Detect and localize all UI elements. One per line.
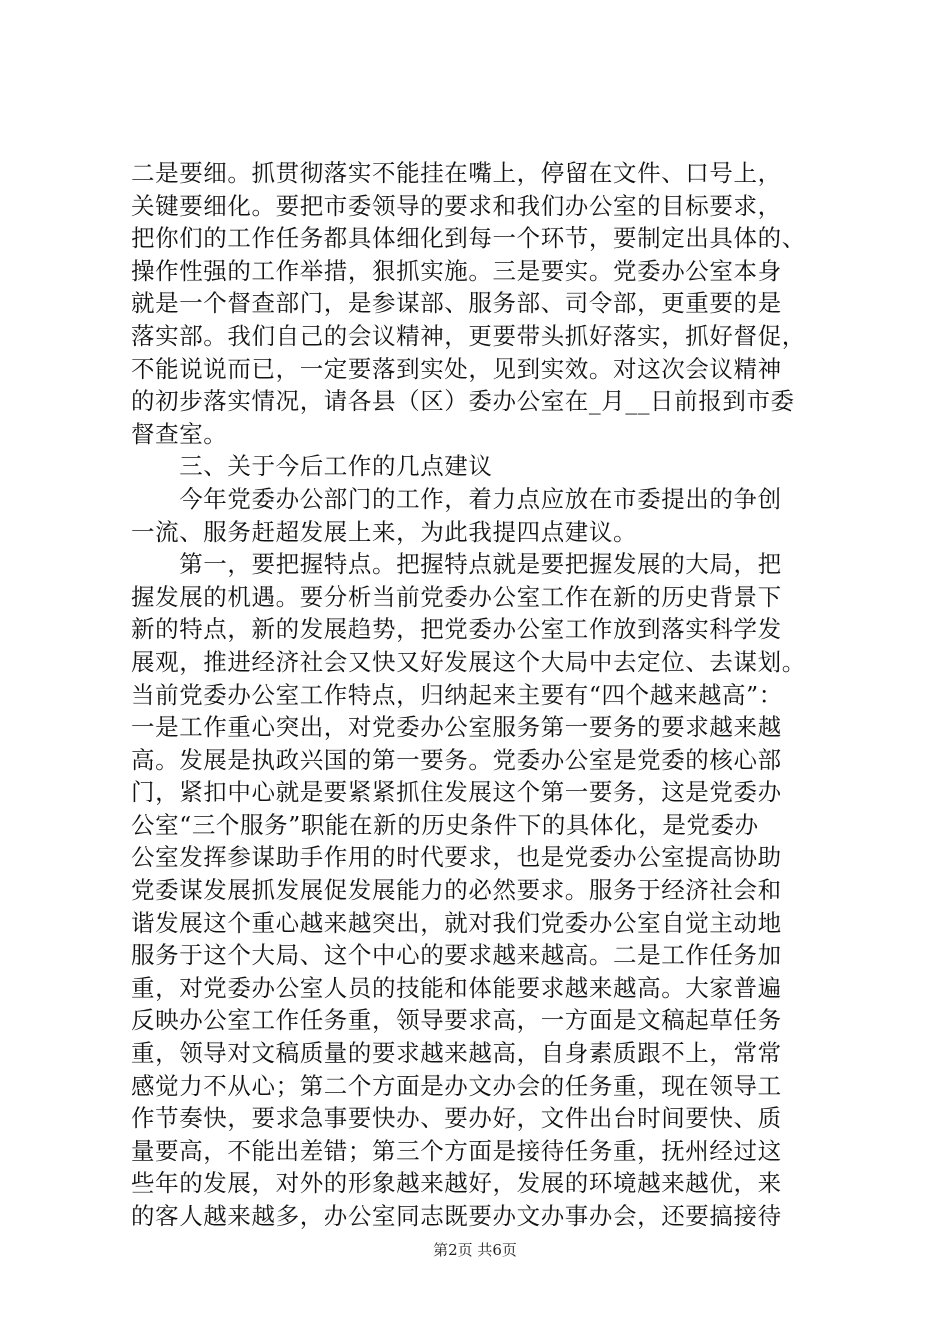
text-line: 今年党委办公部门的工作，着力点应放在市委提出的争创 <box>131 484 782 513</box>
text-line: 公室发挥参谋助手作用的时代要求，也是党委办公室提高协助 <box>131 843 782 872</box>
text-line: 督查室。 <box>131 419 228 448</box>
text-line: 把你们的工作任务都具体细化到每一个环节，要制定出具体的、 <box>131 224 806 253</box>
text-line: 公室“三个服务”职能在新的历史条件下的具体化，是党委办 <box>131 810 759 839</box>
text-line: 一是工作重心突出，对党委办公室服务第一要务的要求越来越 <box>131 713 782 742</box>
page-footer <box>0 1239 950 1260</box>
text-line: 操作性强的工作举措，狠抓实施。三是要实。党委办公室本身 <box>131 256 782 285</box>
text-line: 展观，推进经济社会又快又好发展这个大局中去定位、去谋划。 <box>131 647 806 676</box>
text-line: 高。发展是执政兴国的第一要务。党委办公室是党委的核心部 <box>131 745 782 774</box>
text-line: 谐发展这个重心越来越突出，就对我们党委办公室自觉主动地 <box>131 908 782 937</box>
text-line: 不能说说而已，一定要落到实处，见到实效。对这次会议精神 <box>131 354 782 383</box>
text-line: 当前党委办公室工作特点，归纳起来主要有“四个越来越高”： <box>131 680 783 709</box>
text-line: 新的特点，新的发展趋势，把党委办公室工作放到落实科学发 <box>131 615 782 644</box>
text-line: 感觉力不从心；第二个方面是办文办会的任务重，现在领导工 <box>131 1071 782 1100</box>
text-line: 关键要细化。要把市委领导的要求和我们办公室的目标要求， <box>131 191 782 220</box>
text-line: 就是一个督查部门，是参谋部、服务部、司令部，更重要的是 <box>131 289 782 318</box>
body-text <box>131 157 831 1233</box>
text-line: 第一，要把握特点。把握特点就是要把握发展的大局，把 <box>131 550 782 579</box>
text-line: 门，紧扣中心就是要紧紧抓住发展这个第一要务，这是党委办 <box>131 778 782 807</box>
text-line: 的初步落实情况，请各县（区）委办公室在_月__日前报到市委 <box>131 387 795 416</box>
text-line: 量要高，不能出差错；第三个方面是接待任务重，抚州经过这 <box>131 1136 782 1165</box>
text-line: 重，对党委办公室人员的技能和体能要求越来越高。大家普遍 <box>131 973 782 1002</box>
text-line: 服务于这个大局、这个中心的要求越来越高。二是工作任务加 <box>131 941 782 970</box>
text-line: 些年的发展，对外的形象越来越好，发展的环境越来越优，来 <box>131 1169 782 1198</box>
text-line: 一流、服务赶超发展上来，为此我提四点建议。 <box>131 517 638 546</box>
text-line: 落实部。我们自己的会议精神，更要带头抓好落实，抓好督促， <box>131 321 806 350</box>
text-line: 二是要细。抓贯彻落实不能挂在嘴上，停留在文件、口号上， <box>131 159 782 187</box>
text-line: 重，领导对文稿质量的要求越来越高，自身素质跟不上，常常 <box>131 1039 782 1068</box>
section-heading: 三、关于今后工作的几点建议 <box>131 452 493 481</box>
text-line: 的客人越来越多，办公室同志既要办文办事办会，还要搞接待 <box>131 1202 782 1230</box>
text-line: 反映办公室工作任务重，领导要求高，一方面是文稿起草任务 <box>131 1006 782 1035</box>
text-line: 握发展的机遇。要分析当前党委办公室工作在新的历史背景下 <box>131 582 782 611</box>
text-line: 作节奏快，要求急事要快办、要办好，文件出台时间要快、质 <box>131 1104 782 1133</box>
page-number-label: 第2页 共6页 <box>433 1241 517 1259</box>
text-line: 党委谋发展抓发展促发展能力的必然要求。服务于经济社会和 <box>131 876 782 905</box>
